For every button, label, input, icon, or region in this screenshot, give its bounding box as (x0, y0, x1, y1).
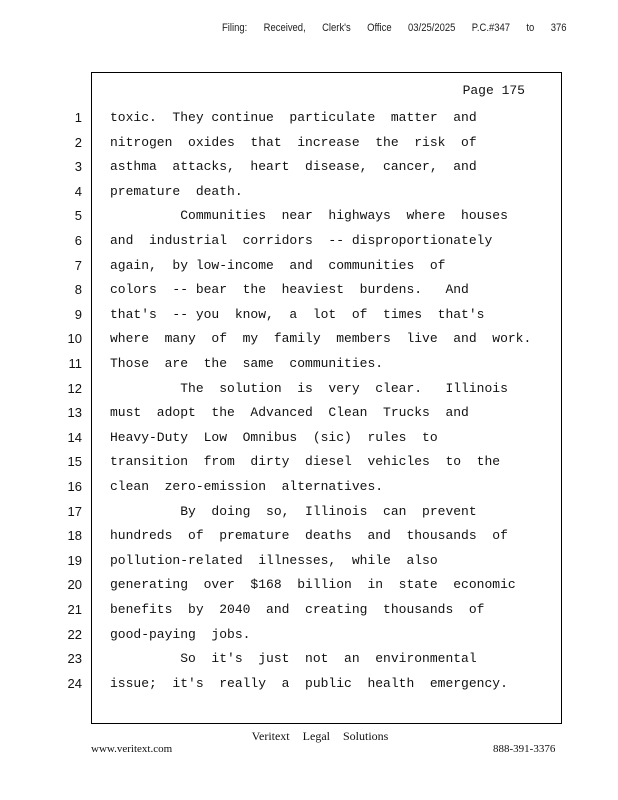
page-total: 376 (550, 22, 567, 34)
company-word: Solutions (342, 729, 389, 743)
line-number: 10 (67, 331, 82, 347)
line-text: and industrial corridors -- disproportionately (110, 233, 493, 248)
company-word: Legal (302, 729, 330, 743)
line-number: 12 (67, 380, 82, 396)
line-number: 20 (67, 577, 82, 593)
line-text: pollution-related illnesses, while also (110, 552, 438, 568)
transcript-line (0, 602, 618, 626)
line-number: 13 (67, 405, 82, 421)
line-text: benefits by 2040 and creating thousands of (110, 602, 485, 617)
filing-date: 03/25/2025 (408, 22, 456, 34)
line-text: Communities near highways where houses (110, 208, 508, 224)
line-number: 23 (67, 651, 82, 667)
line-number: 24 (67, 675, 82, 691)
line-text: So it's just not an environmental (110, 651, 477, 667)
transcript-line (0, 479, 618, 503)
filing-stamp (222, 22, 580, 34)
transcript-line (0, 159, 618, 183)
to-label: to (526, 22, 535, 34)
transcript-line (0, 135, 618, 159)
transcript-line (0, 307, 618, 331)
line-number: 6 (74, 233, 82, 248)
transcript-line (0, 577, 618, 601)
line-text: good-paying jobs. (110, 626, 251, 642)
line-text: clean zero-emission alternatives. (110, 479, 384, 494)
clerks-label: Clerk's (322, 22, 351, 34)
line-number: 8 (74, 282, 82, 298)
line-number: 14 (67, 429, 82, 445)
transcript-line (0, 282, 618, 306)
line-number: 15 (67, 454, 82, 470)
transcript-line (0, 110, 618, 134)
transcript-line (0, 258, 618, 282)
page-number: Page 175 (462, 83, 525, 98)
line-number: 21 (67, 602, 82, 617)
line-text: Heavy-Duty Low Omnibus (sic) rules to (110, 429, 438, 445)
office-label: Office (367, 22, 392, 34)
transcript-line (0, 454, 618, 478)
pc-number: P.C.#347 (471, 22, 511, 34)
line-text: hundreds of premature deaths and thousands of (110, 528, 508, 544)
transcript-line (0, 553, 618, 577)
line-text: that's -- you know, a lot of times that's (110, 306, 485, 322)
transcript-line (0, 627, 618, 651)
transcript-line (0, 651, 618, 675)
line-text: again, by low-income and communities of (110, 257, 446, 273)
line-number: 19 (67, 552, 82, 568)
transcript-line (0, 405, 618, 429)
line-number: 18 (67, 528, 82, 544)
line-text: toxic. They continue particulate matter and (110, 110, 477, 125)
line-text: colors -- bear the heaviest burdens. And (110, 282, 469, 298)
line-number: 9 (74, 306, 82, 322)
line-number: 5 (74, 208, 82, 224)
line-text: issue; it's really a public health emergency. (110, 675, 508, 691)
line-number: 1 (74, 110, 82, 125)
transcript-line (0, 208, 618, 232)
line-text: generating over $168 billion in state economic (110, 577, 516, 593)
transcript-line (0, 430, 618, 454)
line-number: 16 (67, 479, 82, 494)
line-number: 17 (67, 503, 82, 519)
transcript-line (0, 184, 618, 208)
line-number: 4 (74, 183, 82, 199)
line-number: 11 (68, 356, 82, 371)
line-number: 22 (67, 626, 82, 642)
line-text: The solution is very clear. Illinois (110, 380, 508, 396)
transcript-line (0, 356, 618, 380)
transcript-line (0, 331, 618, 355)
line-text: where many of my family members live and work. (110, 331, 532, 347)
transcript-line (0, 381, 618, 405)
line-text: asthma attacks, heart disease, cancer, and (110, 159, 477, 175)
line-text: premature death. (110, 183, 243, 199)
transcript-line (0, 528, 618, 552)
filing-label: Filing: (222, 22, 248, 34)
footer-phone: 888-391-3376 (493, 743, 556, 755)
transcript-line (0, 676, 618, 700)
footer-website[interactable]: www.veritext.com (91, 743, 173, 755)
line-text: Those are the same communities. (110, 356, 384, 371)
line-number: 3 (74, 159, 82, 175)
line-number: 2 (74, 134, 82, 150)
transcript-line (0, 233, 618, 257)
line-text: By doing so, Illinois can prevent (110, 503, 477, 519)
line-text: transition from dirty diesel vehicles to the (110, 454, 501, 470)
company-word: Veritext (251, 729, 290, 743)
transcript-line (0, 504, 618, 528)
received-label: Received, (263, 22, 306, 34)
line-text: must adopt the Advanced Clean Trucks and (110, 405, 469, 421)
line-number: 7 (74, 257, 82, 273)
line-text: nitrogen oxides that increase the risk of (110, 134, 477, 150)
footer-company (0, 729, 618, 744)
